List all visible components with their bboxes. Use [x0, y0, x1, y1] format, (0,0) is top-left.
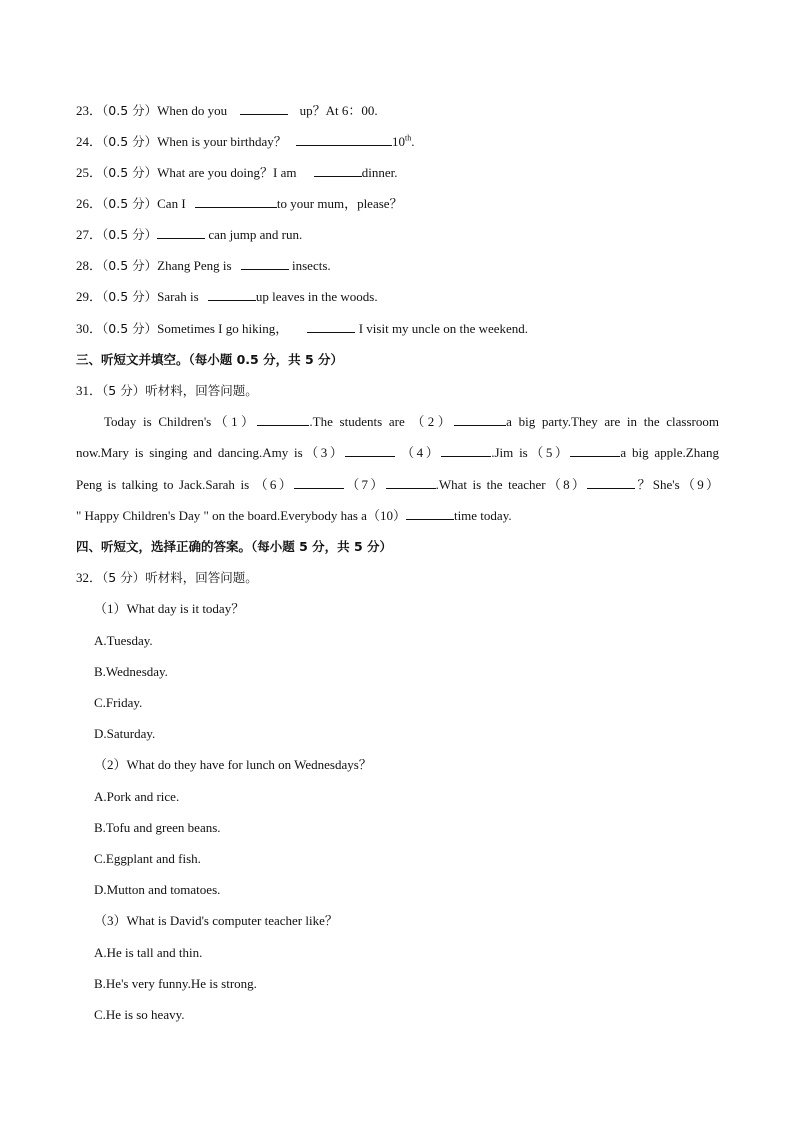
passage-text: （4） — [395, 445, 442, 461]
question-text: Can I — [157, 196, 189, 211]
option-3a[interactable]: A.He is tall and thin. — [94, 945, 203, 960]
passage-line — [76, 413, 719, 444]
score-label: （0.5 分） — [102, 258, 158, 273]
section-4-heading: 四、听短文，选择正确的答案。（每小题 5 分，共 5 分） — [76, 539, 393, 554]
question-23 — [76, 102, 378, 120]
question-text: . — [411, 134, 415, 149]
answer-blank[interactable] — [195, 195, 277, 208]
passage-text: .The students are （2） — [309, 414, 455, 429]
question-text: insects. — [288, 258, 331, 273]
passage-text: a big apple.Zhang — [620, 445, 719, 461]
score-label: （0.5 分） — [102, 321, 158, 336]
question-text: up？At 6：00. — [296, 103, 378, 118]
question-32 — [76, 569, 258, 587]
passage-text: a big party.They are in the classroom — [506, 414, 719, 429]
passage-text: Today is Children's（1） — [104, 414, 258, 429]
answer-blank-1[interactable] — [257, 413, 309, 426]
option-3c[interactable]: C.He is so heavy. — [94, 1007, 185, 1022]
question-text: Sarah is — [157, 289, 202, 304]
passage-text: " Happy Children's Day " on the board.Everybody has a（10） — [76, 507, 406, 523]
passage-text: .What is the teacher（8） — [435, 476, 588, 492]
score-label: （0.5 分） — [102, 289, 158, 304]
answer-blank[interactable] — [296, 133, 392, 146]
cloze-passage — [76, 413, 719, 538]
answer-blank[interactable] — [208, 288, 256, 301]
question-text: up leaves in the woods. — [255, 289, 378, 304]
question-text: When do you — [157, 103, 231, 118]
passage-text: ？She's（9） — [635, 476, 719, 492]
passage-text: Peng is talking to Jack.Sarah is （6） — [76, 476, 294, 492]
passage-line — [76, 476, 719, 507]
option-3b[interactable]: B.He's very funny.He is strong. — [94, 976, 257, 991]
subquestion-3-prompt: （3）What is David's computer teacher like？ — [94, 913, 338, 928]
question-number: 26． — [76, 196, 103, 211]
question-text: When is your birthday？ — [157, 134, 290, 149]
option-1a[interactable]: A.Tuesday. — [94, 633, 153, 648]
answer-blank-7[interactable] — [386, 476, 436, 489]
question-29 — [76, 288, 378, 306]
option-2b[interactable]: B.Tofu and green beans. — [94, 820, 221, 835]
subquestion-2-prompt: （2）What do they have for lunch on Wednesdays？ — [94, 757, 372, 772]
answer-blank-10[interactable] — [406, 507, 454, 520]
question-text: to your mum，please？ — [276, 196, 403, 211]
answer-blank[interactable] — [241, 257, 289, 270]
question-number: 27． — [76, 227, 103, 242]
section-3-heading: 三、听短文并填空。（每小题 0.5 分，共 5 分） — [76, 352, 343, 367]
passage-text: （7） — [343, 476, 386, 492]
score-label: （0.5 分） — [102, 134, 158, 149]
question-25 — [76, 164, 397, 182]
passage-text: .Jim is（5） — [491, 445, 571, 461]
question-text: Zhang Peng is — [157, 258, 235, 273]
passage-line — [76, 507, 719, 538]
question-31 — [76, 382, 258, 400]
score-label: （0.5 分） — [102, 196, 158, 211]
option-2a[interactable]: A.Pork and rice. — [94, 789, 180, 804]
question-number: 23． — [76, 103, 103, 118]
question-28 — [76, 257, 331, 275]
score-label: （0.5 分） — [102, 103, 158, 118]
question-number: 32． — [76, 570, 103, 585]
question-text: （5 分）听材料，回答问题。 — [102, 383, 258, 398]
answer-blank-8[interactable] — [587, 476, 635, 489]
question-30 — [76, 320, 528, 338]
score-label: （0.5 分） — [102, 165, 158, 180]
question-number: 28． — [76, 258, 103, 273]
subquestion-1-prompt: （1）What day is it today？ — [94, 601, 245, 616]
answer-blank[interactable] — [157, 226, 205, 239]
answer-blank[interactable] — [307, 320, 355, 333]
question-number: 24． — [76, 134, 103, 149]
question-text: I visit my uncle on the weekend. — [355, 321, 529, 336]
answer-blank-5[interactable] — [570, 444, 620, 457]
question-text: can jump and run. — [205, 227, 303, 242]
question-24 — [76, 133, 414, 151]
answer-blank-2[interactable] — [454, 413, 506, 426]
question-text: （5 分）听材料，回答问题。 — [102, 570, 258, 585]
question-26 — [76, 195, 403, 213]
answer-blank-3[interactable] — [345, 444, 395, 457]
option-1d[interactable]: D.Saturday. — [94, 726, 156, 741]
option-1b[interactable]: B.Wednesday. — [94, 664, 168, 679]
score-label: （0.5 分） — [102, 227, 158, 242]
passage-line — [76, 444, 719, 475]
answer-blank-4[interactable] — [441, 444, 491, 457]
answer-blank-6[interactable] — [294, 476, 344, 489]
question-text: dinner. — [361, 165, 398, 180]
question-text: Sometimes I go hiking， — [157, 321, 292, 336]
passage-text: now.Mary is singing and dancing.Amy is（3） — [76, 445, 346, 461]
question-number: 30． — [76, 321, 103, 336]
option-2d[interactable]: D.Mutton and tomatoes. — [94, 882, 221, 897]
question-number: 29． — [76, 289, 103, 304]
question-number: 25． — [76, 165, 103, 180]
question-text: 10 — [392, 134, 405, 149]
option-1c[interactable]: C.Friday. — [94, 695, 143, 710]
question-27 — [76, 226, 302, 244]
answer-blank[interactable] — [240, 102, 288, 115]
question-text: What are you doing？I am — [157, 165, 300, 180]
question-number: 31． — [76, 383, 103, 398]
answer-blank[interactable] — [314, 164, 362, 177]
option-2c[interactable]: C.Eggplant and fish. — [94, 851, 201, 866]
passage-text: time today. — [453, 507, 512, 523]
superscript: th — [405, 133, 412, 143]
